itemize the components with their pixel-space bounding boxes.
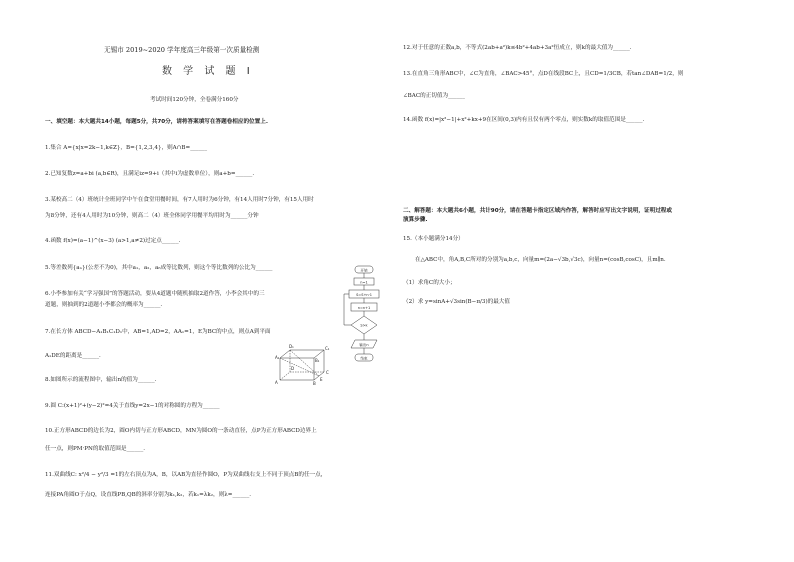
exam-title: 无锡市 2019~2020 学年度高三年级第一次质量检测: [104, 46, 260, 54]
question-5: 5.等差数列{aₙ}(公差不为0)，其中a₁，a₂，a₆成等比数列，则这个等比数列的公比为______: [45, 265, 273, 271]
label-a: A: [275, 380, 278, 385]
question-11-line1: 11.双曲线C: x²/4 − y²/3 =1的左右顶点为A，B，以AB为直径作圆O，P为双曲线右支上不同于顶点B的任一点，: [45, 472, 327, 478]
time-info: 考试时间120分钟，全卷满分160分: [150, 97, 239, 103]
question-9: 9.圆 C:(x+1)²+(y−2)²=4关于直线y=2x−1的对称圆的方程为______: [45, 403, 220, 409]
section2-heading: 二、解答题：本大题共6小题，共计90分，请在答题卡指定区域内作答，解答时应写出文字说明，证明过程或: [403, 208, 672, 214]
label-c: C: [326, 370, 329, 375]
question-4: 4.函数 f(x)=(a−1)^(x−3) (a>1,a≠2)过定点______.: [45, 238, 181, 244]
subject-title: 数 学 试 题 Ⅰ: [162, 66, 254, 77]
question-10-line2: 任一点，则PM·PN的取值范围是______.: [45, 446, 146, 452]
section2-heading-cont: 演算步骤.: [403, 217, 428, 223]
question-13-line2: ∠BAC的正切值为______: [403, 93, 465, 99]
question-7-line2: A₁DE的距离是______.: [45, 353, 101, 359]
question-10-line1: 10.正方形ABCD的边长为2，圆O内切与正方形ABCD，MN为圆O的一条动直径，点P为正方形ABCD边界上: [45, 428, 317, 434]
question-15-title: 15.（本小题满分14分）: [403, 236, 464, 242]
flow-start: 开始: [360, 268, 368, 273]
question-8: 8.如图所示的流程图中，输出n的值为______.: [45, 377, 157, 383]
question-3-line2: 为8分钟，还有4人用时为10分钟，则高二（4）班全体同学用餐平均用时为______分钟: [45, 213, 259, 219]
question-14: 14.函数 f(x)=|x²−1|+x²+kx+9在区间(0,3)内有且仅有两个零点，则实数k的取值范围是______.: [403, 117, 645, 123]
question-15-part2: （2）求 y=sinA+√3sin(B−π/3)的最大值: [403, 299, 510, 305]
question-13-line1: 13.在直角三角形ABC中，∠C为直角，∠BAC>45°，点D在线段BC上，且CD=1/3CB，若tan∠DAB=1/2，则: [403, 71, 684, 77]
question-7-line1: 7.在长方体 ABCD−A₁B₁C₁D₁中，AB=1,AD=2，AA₁=1，E为BC的中点，则点A到平面: [45, 329, 271, 335]
label-c1: C₁: [325, 346, 330, 351]
question-2: 2.已知复数z=a+bi (a,b∈R)，且满足iz=9+i（其中i为虚数单位），则a+b=______.: [45, 171, 255, 177]
question-3-line1: 3.某校高二（4）班统计全班同学中午在食堂用餐时间，有7人用时为6分钟，有14人用时7分钟，有15人用时: [45, 197, 314, 203]
label-a1: A₁: [275, 355, 280, 360]
label-b: B: [313, 381, 316, 386]
label-d1: D₁: [289, 344, 294, 349]
flow-condition: S>k: [360, 323, 368, 328]
cuboid-figure: [268, 340, 334, 386]
question-6-line1: 6.小李参加有关“学习强国”的答题活动，要从4道题中随机抽取2道作答，小李会其中的三: [45, 291, 265, 297]
question-15-body: 在△ABC中，角A,B,C所对的分别为a,b,c，向量m=(2a−√3b,√3c)，向量n=(cosB,cosC)，且m∥n.: [415, 257, 666, 263]
flow-output: 输出n: [359, 343, 369, 347]
label-d: D: [291, 366, 295, 371]
question-15-part1: （1）求角C的大小；: [403, 280, 456, 286]
flowchart-figure: [340, 263, 390, 379]
flow-end: 结束: [360, 356, 368, 361]
flow-increment: n=n+1: [357, 306, 371, 310]
question-6-line2: 道题，则抽到的2道题小李都会的概率为______.: [45, 302, 163, 308]
question-1: 1.集合 A={x|x=2k−1,k∈Z}，B={1,2,3,4}，则A∩B=______: [45, 145, 207, 151]
label-e: E: [320, 377, 323, 382]
flow-sum: S=S+n·1: [356, 293, 372, 297]
flow-init: n=1: [360, 280, 368, 285]
question-11-line2: 连接PA角圆O于点Q，设直线PB,QB的斜率分别为k₁,k₂，若k₁=λk₂，则λ=______.: [45, 492, 252, 498]
section1-heading: 一、填空题：本大题共14小题，每题5分，共70分，请将答案填写在答题卷相应的位置上.: [45, 119, 268, 125]
label-b1: B₁: [315, 358, 320, 363]
question-12: 12.对于任意的正数a,b，不等式(2ab+a²)k≤4b²+4ab+3a²恒成立，则k的最大值为______.: [403, 45, 632, 51]
